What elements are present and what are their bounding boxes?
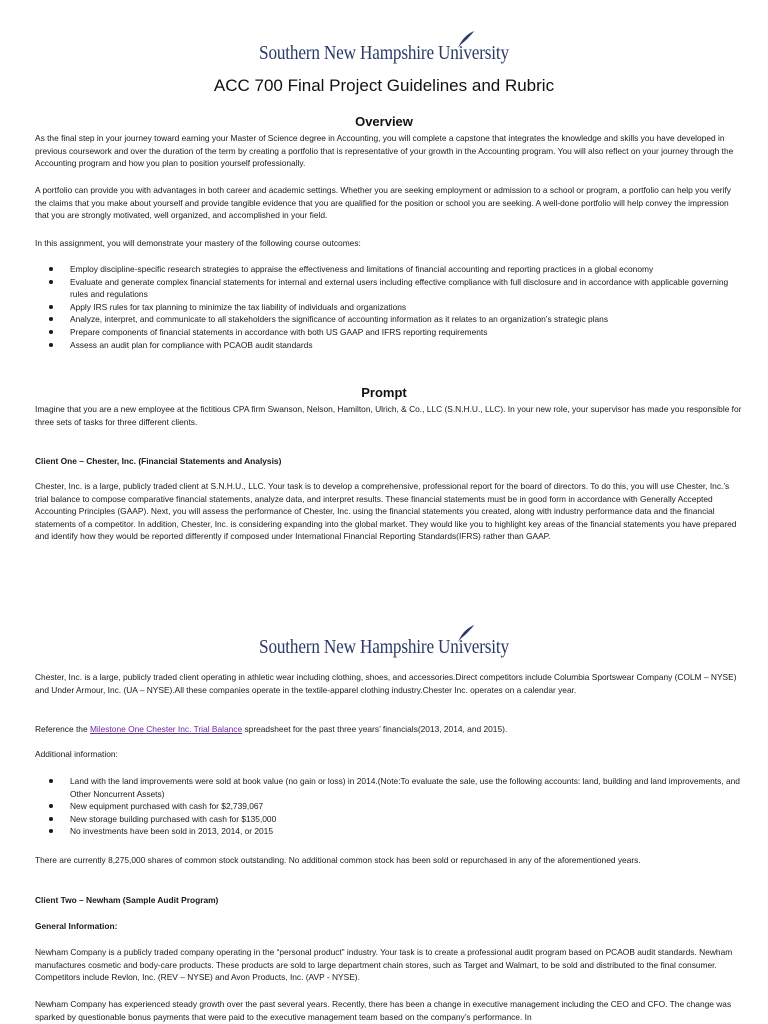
overview-heading: Overview — [355, 114, 413, 129]
prompt-paragraph: Imagine that you are a new employee at the fictitious CPA firm Swanson, Nelson, Hamilton, Ulrich, & Co., LLC (S.N.H.U., LLC). In your new role, your supervisor has made you responsible for three sets of tasks for three different clients. — [35, 404, 742, 427]
page-two — [0, 590, 768, 1024]
list-item: Apply IRS rules for tax planning to minimize the tax liability of individuals and organizations — [35, 301, 743, 314]
list-item: Assess an audit plan for compliance with PCAOB audit standards — [35, 339, 743, 352]
list-item: No investments have been sold in 2013, 2014, or 2015 — [35, 825, 743, 838]
additional-info-list — [35, 775, 743, 838]
bullet-icon — [49, 317, 53, 321]
list-item: Evaluate and generate complex financial statements for internal and external users including effective compliance with full disclosure and in accordance with applicable governing rules and regulations — [35, 276, 743, 301]
bullet-icon — [49, 305, 53, 309]
newham-paragraph-2: Newham Company has experienced steady growth over the past several years. Recently, there has been a change in executive management including the CEO and CFO. The change was sparked by questionable bonus payments that were paid to the executive management team based on the company’s performance. In — [35, 999, 732, 1022]
list-item: Analyze, interpret, and communicate to all stakeholders the significance of accounting information as it relates to an organization’s strategic plans — [35, 313, 743, 326]
bullet-icon — [49, 817, 53, 821]
bullet-icon — [49, 280, 53, 284]
list-item: New equipment purchased with cash for $2,739,067 — [35, 800, 743, 813]
bullet-icon — [49, 267, 53, 271]
bullet-icon — [49, 343, 53, 347]
overview-paragraph-3: In this assignment, you will demonstrate your mastery of the following course outcomes: — [35, 238, 361, 248]
trial-balance-link[interactable]: Milestone One Chester Inc. Trial Balance — [89, 724, 243, 734]
newham-paragraph-1: Newham Company is a publicly traded company operating in the “personal product” industry. Your task is to create a professional audit program based on PCAOB audit standards. Newham manufactures cosmetic and body-care products. These products are sold to large department chain stores, such as Target and Walmart, to be sold and distributed to the final consumer. Competitors include Revlon, Inc. (REV – NYSE) and Avon Products, Inc. (AVP - NYSE). — [35, 947, 733, 983]
overview-paragraph-1: As the final step in your journey toward earning your Master of Science degree in Accounting, you will complete a capstone that integrates the knowledge and skills you have developed in previous coursework and over the duration of the term by creating a portfolio that is representative of your growth in the Accounting program. You will also reflect on your journey through the Accounting program and how you plan to position yourself professionally. — [35, 133, 734, 169]
bullet-icon — [49, 804, 53, 808]
logo-text: Southern New Hampshire University — [259, 636, 509, 658]
list-item: Employ discipline-specific research strategies to appraise the effectiveness and limitations of financial accounting and reporting practices in a global economy — [35, 263, 743, 276]
client-two-heading: Client Two – Newham (Sample Audit Program) — [35, 895, 219, 905]
client-one-heading: Client One – Chester, Inc. (Financial Statements and Analysis) — [35, 456, 282, 466]
overview-paragraph-2: A portfolio can provide you with advantages in both career and academic settings. Whether you are seeking employment or admission to a school or program, a portfolio can help you verify the claims that you make about yourself and provide tangible evidence that you are qualified for the position or school you are seeking. A well-done portfolio will help convey the impression that you are strongly motivated, well organized, and accomplished in your field. — [35, 185, 731, 221]
bullet-icon — [49, 779, 53, 783]
shares-paragraph: There are currently 8,275,000 shares of common stock outstanding. No additional common stock has been sold or repurchased in any of the aforementioned years. — [35, 855, 641, 865]
prompt-heading: Prompt — [361, 385, 407, 400]
course-outcomes-list — [35, 263, 743, 351]
list-item: Land with the land improvements were sold at book value (no gain or loss) in 2014.(Note:To evaluate the sale, use the following accounts: land, building and land improvements, and Other Noncurrent Assets) — [35, 775, 743, 800]
logo-text: Southern New Hampshire University — [259, 42, 509, 64]
client-one-paragraph: Chester, Inc. is a large, publicly traded client at S.N.H.U., LLC. Your task is to develop a comprehensive, professional report for the board of directors. To do this, you will use Chester, Inc.’s trial balance to compose comparative financial statements, analyze data, and interpret results. These financial statements must be in good form in accordance with Generally Accepted Accounting Principles (GAAP). Next, you will assess the performance of Chester, Inc. using the financial statements you created, along with industry performance data and the financial statements of a competitor. In addition, Chester, Inc. is considering expanding into the global market. They would like you to highlight key areas of the financial statements you have prepared and identify how they would be reported differently if composed under International Financial Reporting Standards(IFRS) rather than GAAP. — [35, 481, 737, 542]
feather-icon — [456, 30, 475, 50]
university-logo — [54, 42, 714, 65]
additional-info-label: Additional information: — [35, 749, 118, 759]
list-item: Prepare components of financial statements in accordance with both US GAAP and IFRS reporting requirements — [35, 326, 743, 339]
general-information-heading: General Information: — [35, 921, 118, 931]
feather-icon — [456, 624, 475, 644]
page-title: ACC 700 Final Project Guidelines and Rubric — [213, 76, 555, 95]
list-item: New storage building purchased with cash for $135,000 — [35, 813, 743, 826]
university-logo — [54, 636, 714, 659]
bullet-icon — [49, 829, 53, 833]
bullet-icon — [49, 330, 53, 334]
chester-overview-paragraph: Chester, Inc. is a large, publicly traded client operating in athletic wear including clothing, shoes, and accessories.Direct competitors include Columbia Sportswear Company (COLM – NYSE) and Under Armour, Inc. (UA – NYSE).All these companies operate in the textile-apparel clothing industry.Chester Inc. operates on a calendar year. — [35, 672, 737, 695]
reference-paragraph: Reference the Milestone One Chester Inc. Trial Balance spreadsheet for the past three years’ financials(2013, 2014, and 2015). — [35, 724, 508, 734]
